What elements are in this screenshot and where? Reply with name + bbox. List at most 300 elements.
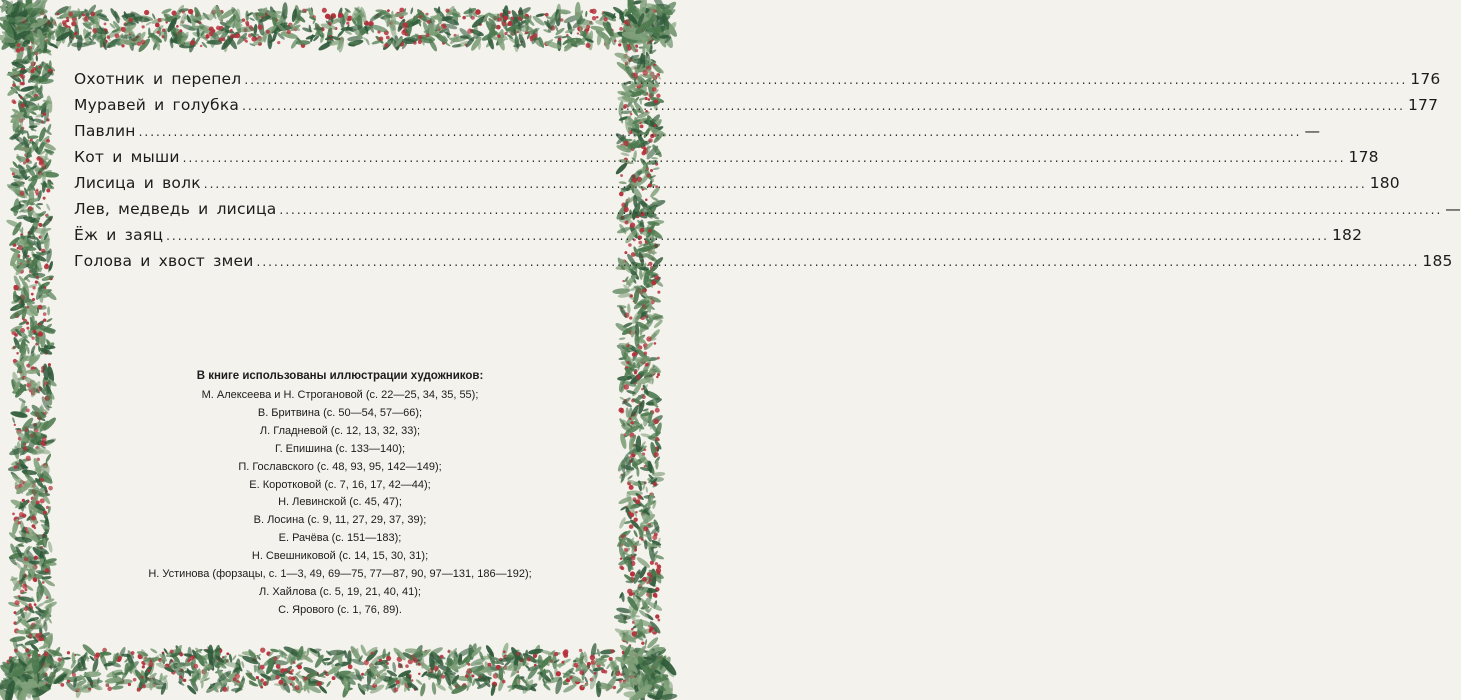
berry-dot [287, 30, 291, 34]
leaf-shape [12, 417, 16, 424]
toc-leader-dots: ........................................................................................................................................................................................................ [166, 229, 1329, 243]
berry-dot [650, 561, 654, 565]
berry-dot [266, 30, 270, 34]
berry-dot [212, 29, 215, 32]
leaf-shape [46, 123, 52, 132]
berry-dot [619, 27, 623, 31]
berry-dot [503, 16, 508, 21]
berry-dot [200, 45, 202, 47]
leaf-shape [44, 579, 56, 588]
berry-dot [624, 251, 627, 254]
berry-dot [603, 17, 607, 21]
berry-dot [260, 678, 264, 682]
berry-dot [14, 649, 18, 653]
berry-dot [24, 607, 28, 611]
berry-dot [379, 36, 384, 41]
berry-dot [38, 305, 43, 310]
toc-entry[interactable] [74, 96, 1439, 122]
leaf-shape [150, 647, 159, 654]
berry-dot [18, 521, 21, 524]
berry-dot [629, 316, 632, 319]
berry-dot [641, 642, 644, 645]
berry-dot [137, 687, 141, 691]
toc-entry-title: Голова и хвост змеи [74, 252, 254, 270]
berry-dot [445, 9, 449, 13]
berry-dot [245, 40, 248, 43]
leaf-shape [302, 27, 313, 34]
berry-dot [618, 43, 621, 46]
berry-dot [329, 22, 332, 25]
leaf-shape [63, 657, 71, 660]
berry-dot [569, 676, 572, 679]
berry-dot [26, 159, 30, 163]
berry-dot [31, 293, 34, 296]
toc-entry[interactable] [74, 148, 1379, 174]
berry-dot [38, 223, 42, 227]
berry-dot [413, 658, 418, 663]
berry-dot [31, 516, 36, 521]
berry-dot [32, 337, 35, 340]
berry-dot [554, 652, 558, 656]
berry-dot [60, 683, 64, 687]
leaf-shape [584, 676, 589, 683]
berry-dot [104, 22, 107, 25]
berry-dot [646, 336, 651, 341]
berry-dot [467, 28, 472, 33]
berry-dot [642, 577, 647, 582]
berry-dot [622, 280, 624, 282]
berry-dot [487, 663, 491, 667]
berry-dot [361, 673, 364, 676]
berry-dot [278, 680, 283, 685]
berry-dot [23, 446, 27, 450]
berry-dot [230, 34, 235, 39]
berry-dot [41, 121, 43, 123]
leaf-shape [633, 530, 639, 538]
credit-line: Н. Левинской (с. 45, 47); [278, 496, 402, 509]
berry-dot [533, 654, 537, 658]
berry-dot [290, 683, 293, 686]
berry-dot [628, 243, 632, 247]
leaf-shape [362, 36, 369, 42]
berry-dot [613, 686, 616, 689]
berry-dot [26, 306, 29, 309]
berry-dot [419, 15, 422, 18]
berry-dot [288, 676, 292, 680]
berry-dot [14, 465, 18, 469]
leaf-shape [653, 167, 660, 171]
toc-entry-title: Кот и мыши [74, 148, 180, 166]
berry-dot [45, 214, 48, 217]
berry-dot [32, 524, 35, 527]
berry-dot [586, 43, 591, 48]
berry-dot [274, 657, 278, 661]
leaf-shape [639, 269, 643, 280]
credits-heading: В книге использованы иллюстрации художников: [196, 370, 484, 382]
berry-dot [84, 16, 89, 21]
berry-dot [48, 486, 53, 491]
berry-dot [656, 94, 660, 98]
berry-dot [275, 675, 279, 679]
berry-dot [26, 456, 31, 461]
berry-dot [653, 593, 658, 598]
leaf-shape [47, 306, 50, 315]
berry-dot [401, 30, 406, 35]
berry-dot [654, 452, 659, 457]
berry-dot [654, 419, 659, 424]
berry-dot [387, 9, 390, 12]
berry-dot [471, 674, 474, 677]
berry-dot [497, 35, 500, 38]
berry-dot [25, 527, 28, 530]
berry-dot [24, 588, 27, 591]
berry-dot [447, 650, 450, 653]
berry-dot [604, 670, 608, 674]
berry-dot [67, 651, 70, 654]
berry-dot [206, 34, 209, 37]
toc-entry-title: Ёж и заяц [74, 226, 164, 244]
berry-dot [142, 684, 146, 688]
berry-dot [170, 649, 174, 653]
berry-dot [418, 40, 422, 44]
leaf-shape [326, 680, 332, 687]
leaf-shape [19, 461, 21, 467]
berry-dot [630, 113, 633, 116]
berry-dot [657, 564, 661, 568]
leaf-shape [392, 662, 397, 673]
berry-dot [150, 660, 153, 663]
toc-entry-page: 180 [1369, 174, 1400, 192]
berry-dot [655, 408, 660, 413]
berry-dot [27, 501, 29, 503]
toc-entry-page: 182 [1332, 226, 1363, 244]
toc-entry-title: Муравей и голубка [74, 96, 240, 114]
credit-line: П. Гославского (с. 48, 93, 95, 142—149); [238, 460, 442, 473]
toc-entry[interactable] [74, 174, 1400, 200]
berry-dot [38, 66, 41, 69]
toc-entry-page: 185 [1422, 252, 1453, 270]
berry-dot [276, 664, 281, 669]
leaf-shape [36, 601, 45, 608]
credit-line: В. Лосина (с. 9, 11, 27, 29, 37, 39); [253, 514, 427, 527]
toc-entry-page: 178 [1348, 148, 1379, 166]
berry-dot [635, 45, 638, 48]
leaf-shape [13, 290, 17, 302]
berry-dot [188, 659, 191, 662]
berry-dot [530, 38, 534, 42]
berry-dot [643, 352, 647, 356]
credit-line: С. Ярового (с. 1, 76, 89). [278, 603, 402, 616]
leaf-shape [542, 683, 551, 692]
berry-dot [222, 687, 227, 692]
berry-dot [17, 247, 19, 249]
leaf-shape [435, 682, 447, 692]
leaf-shape [11, 518, 21, 536]
berry-dot [148, 669, 151, 672]
berry-dot [21, 82, 25, 86]
berry-dot [21, 103, 25, 107]
berry-dot [322, 8, 327, 13]
berry-dot [190, 40, 195, 45]
berry-dot [508, 21, 513, 26]
berry-dot [619, 680, 622, 683]
berry-dot [635, 499, 640, 504]
berry-dot [176, 25, 179, 28]
berry-dot [30, 69, 34, 73]
berry-dot [13, 101, 17, 105]
berry-dot [629, 524, 634, 529]
berry-dot [293, 661, 296, 664]
berry-dot [346, 22, 349, 25]
berry-dot [591, 660, 596, 665]
berry-dot [379, 659, 382, 662]
berry-dot [623, 384, 629, 390]
berry-dot [644, 448, 647, 451]
berry-dot [475, 9, 481, 15]
toc-entry[interactable] [74, 70, 1441, 96]
leaf-shape [12, 198, 20, 217]
credit-line: Е. Коротковой (с. 7, 16, 17, 42—44); [249, 478, 431, 491]
berry-dot [23, 162, 26, 165]
berry-dot [36, 501, 40, 505]
berry-dot [637, 495, 642, 500]
berry-dot [131, 651, 135, 655]
berry-dot [532, 33, 537, 38]
berry-dot [179, 652, 183, 656]
berry-dot [284, 668, 288, 672]
berry-dot [418, 673, 420, 675]
berry-dot [46, 139, 50, 143]
leaf-shape [585, 11, 588, 17]
berry-dot [16, 48, 20, 52]
berry-dot [653, 63, 656, 66]
toc-entry[interactable] [74, 122, 1321, 148]
berry-dot [654, 342, 657, 345]
credit-line: М. Алексеева и Н. Строгановой (с. 22—25, 34, 35, 55); [201, 389, 479, 401]
berry-dot [35, 281, 38, 284]
berry-dot [128, 683, 131, 686]
berry-dot [657, 291, 660, 294]
leaf-shape [36, 55, 39, 62]
berry-dot [65, 25, 68, 28]
berry-dot [657, 619, 660, 622]
berry-dot [630, 571, 635, 576]
berry-dot [57, 13, 60, 16]
berry-dot [332, 676, 336, 680]
berry-dot [656, 376, 658, 378]
berry-dot [646, 581, 649, 584]
berry-dot [632, 454, 636, 458]
toc-entry-title: Охотник и перепел [74, 70, 242, 88]
berry-dot [44, 264, 49, 269]
leaf-shape [9, 635, 26, 643]
berry-dot [631, 399, 634, 402]
leaf-shape [241, 661, 245, 669]
berry-dot [643, 526, 648, 531]
leaf-shape [627, 303, 631, 313]
leaf-shape [208, 645, 214, 663]
berry-dot [627, 589, 632, 594]
berry-dot [655, 562, 658, 565]
table-of-contents [74, 70, 1461, 278]
berry-dot [260, 647, 265, 652]
berry-dot [26, 327, 29, 330]
berry-dot [158, 18, 162, 22]
berry-dot [563, 653, 568, 658]
berry-dot [48, 363, 51, 366]
leaf-shape [47, 541, 53, 553]
berry-dot [590, 655, 596, 661]
berry-dot [230, 29, 233, 32]
berry-dot [142, 25, 145, 28]
berry-dot [624, 220, 628, 224]
berry-dot [133, 678, 137, 682]
berry-dot [297, 665, 302, 670]
toc-leader-dots: ........................................................................................................................................................................................................ [138, 125, 1302, 139]
leaf-shape [645, 486, 648, 493]
berry-dot [579, 649, 582, 652]
berry-dot [43, 312, 47, 316]
berry-dot [188, 9, 193, 14]
berry-dot [364, 660, 369, 665]
berry-dot [107, 35, 110, 38]
berry-dot [171, 10, 176, 15]
illustrators-credits [120, 368, 560, 620]
berry-dot [226, 652, 229, 655]
leaf-shape [554, 35, 563, 39]
berry-dot [115, 33, 120, 38]
berry-dot [440, 655, 444, 659]
berry-dot [43, 112, 46, 115]
berry-dot [35, 634, 39, 638]
leaf-shape [619, 337, 626, 340]
berry-dot [646, 363, 649, 366]
leaf-shape [46, 317, 53, 322]
berry-dot [393, 688, 398, 693]
berry-dot [14, 600, 19, 605]
berry-dot [142, 665, 145, 668]
leaf-shape [625, 407, 629, 418]
berry-dot [338, 13, 343, 18]
berry-dot [317, 681, 322, 686]
berry-dot [403, 22, 408, 27]
berry-dot [629, 485, 634, 490]
leaf-shape [644, 639, 647, 646]
berry-dot [183, 679, 186, 682]
berry-dot [155, 23, 160, 28]
berry-dot [13, 359, 17, 363]
berry-dot [35, 343, 38, 346]
berry-dot [12, 513, 15, 516]
leaf-shape [415, 679, 423, 686]
berry-dot [14, 611, 17, 614]
toc-entry-title: Павлин [74, 122, 136, 140]
credit-line: Л. Гладневой (с. 12, 13, 32, 33); [259, 424, 421, 437]
credit-line: Н. Устинова (форзацы, с. 1—3, 49, 69—75, 77—87, 90, 97—131, 186—192); [148, 568, 532, 581]
berry-dot [179, 675, 182, 678]
berry-dot [22, 583, 27, 588]
berry-dot [561, 661, 564, 664]
berry-dot [72, 673, 76, 677]
berry-dot [386, 36, 390, 40]
berry-dot [32, 286, 35, 289]
berry-dot [198, 21, 201, 24]
berry-dot [577, 32, 579, 34]
credit-line: В. Бритвина (с. 50—54, 57—66); [257, 406, 423, 419]
berry-dot [629, 513, 634, 518]
leaf-shape [38, 345, 41, 352]
berry-dot [534, 664, 537, 667]
leaf-shape [410, 7, 414, 14]
toc-entry-page: — [1445, 200, 1461, 218]
berry-dot [43, 318, 46, 321]
berry-dot [57, 657, 61, 661]
berry-dot [629, 417, 632, 420]
berry-dot [20, 47, 24, 51]
credit-line: Г. Епишина (с. 133—140); [274, 442, 406, 455]
berry-dot [26, 364, 30, 368]
leaf-shape [111, 685, 124, 690]
berry-dot [38, 331, 43, 336]
toc-entry[interactable] [74, 200, 1461, 226]
berry-dot [620, 557, 622, 559]
berry-dot [156, 31, 159, 34]
berry-dot [141, 676, 144, 679]
berry-dot [33, 577, 37, 581]
berry-dot [441, 675, 445, 679]
berry-dot [277, 41, 280, 44]
berry-dot [591, 9, 596, 14]
berry-dot [233, 678, 237, 682]
leaf-shape [228, 653, 233, 662]
berry-dot [46, 596, 49, 599]
berry-dot [32, 298, 35, 301]
berry-dot [256, 676, 259, 679]
berry-dot [497, 17, 501, 21]
berry-dot [66, 19, 69, 22]
toc-entry-title: Лев, медведь и лисица [74, 200, 277, 218]
toc-entry-title: Лисица и волк [74, 174, 201, 192]
berry-dot [216, 26, 220, 30]
berry-dot [635, 511, 637, 513]
berry-dot [632, 352, 636, 356]
berry-dot [650, 575, 653, 578]
berry-dot [107, 687, 112, 692]
berry-dot [193, 664, 198, 669]
berry-dot [399, 8, 404, 13]
berry-dot [251, 36, 256, 41]
berry-dot [35, 190, 39, 194]
leaf-shape [232, 655, 237, 661]
berry-dot [634, 372, 637, 375]
berry-dot [121, 44, 124, 47]
berry-dot [657, 373, 660, 376]
toc-entry[interactable] [74, 252, 1453, 278]
berry-dot [258, 24, 264, 30]
berry-dot [43, 197, 46, 200]
leaf-shape [45, 453, 52, 463]
berry-dot [650, 169, 653, 172]
berry-dot [179, 29, 182, 32]
berry-dot [657, 571, 661, 575]
toc-entry[interactable] [74, 226, 1363, 252]
berry-dot [624, 548, 628, 552]
leaf-shape [317, 40, 333, 52]
berry-dot [610, 649, 614, 653]
berry-dot [619, 565, 623, 569]
berry-dot [503, 650, 506, 653]
berry-dot [14, 424, 16, 426]
